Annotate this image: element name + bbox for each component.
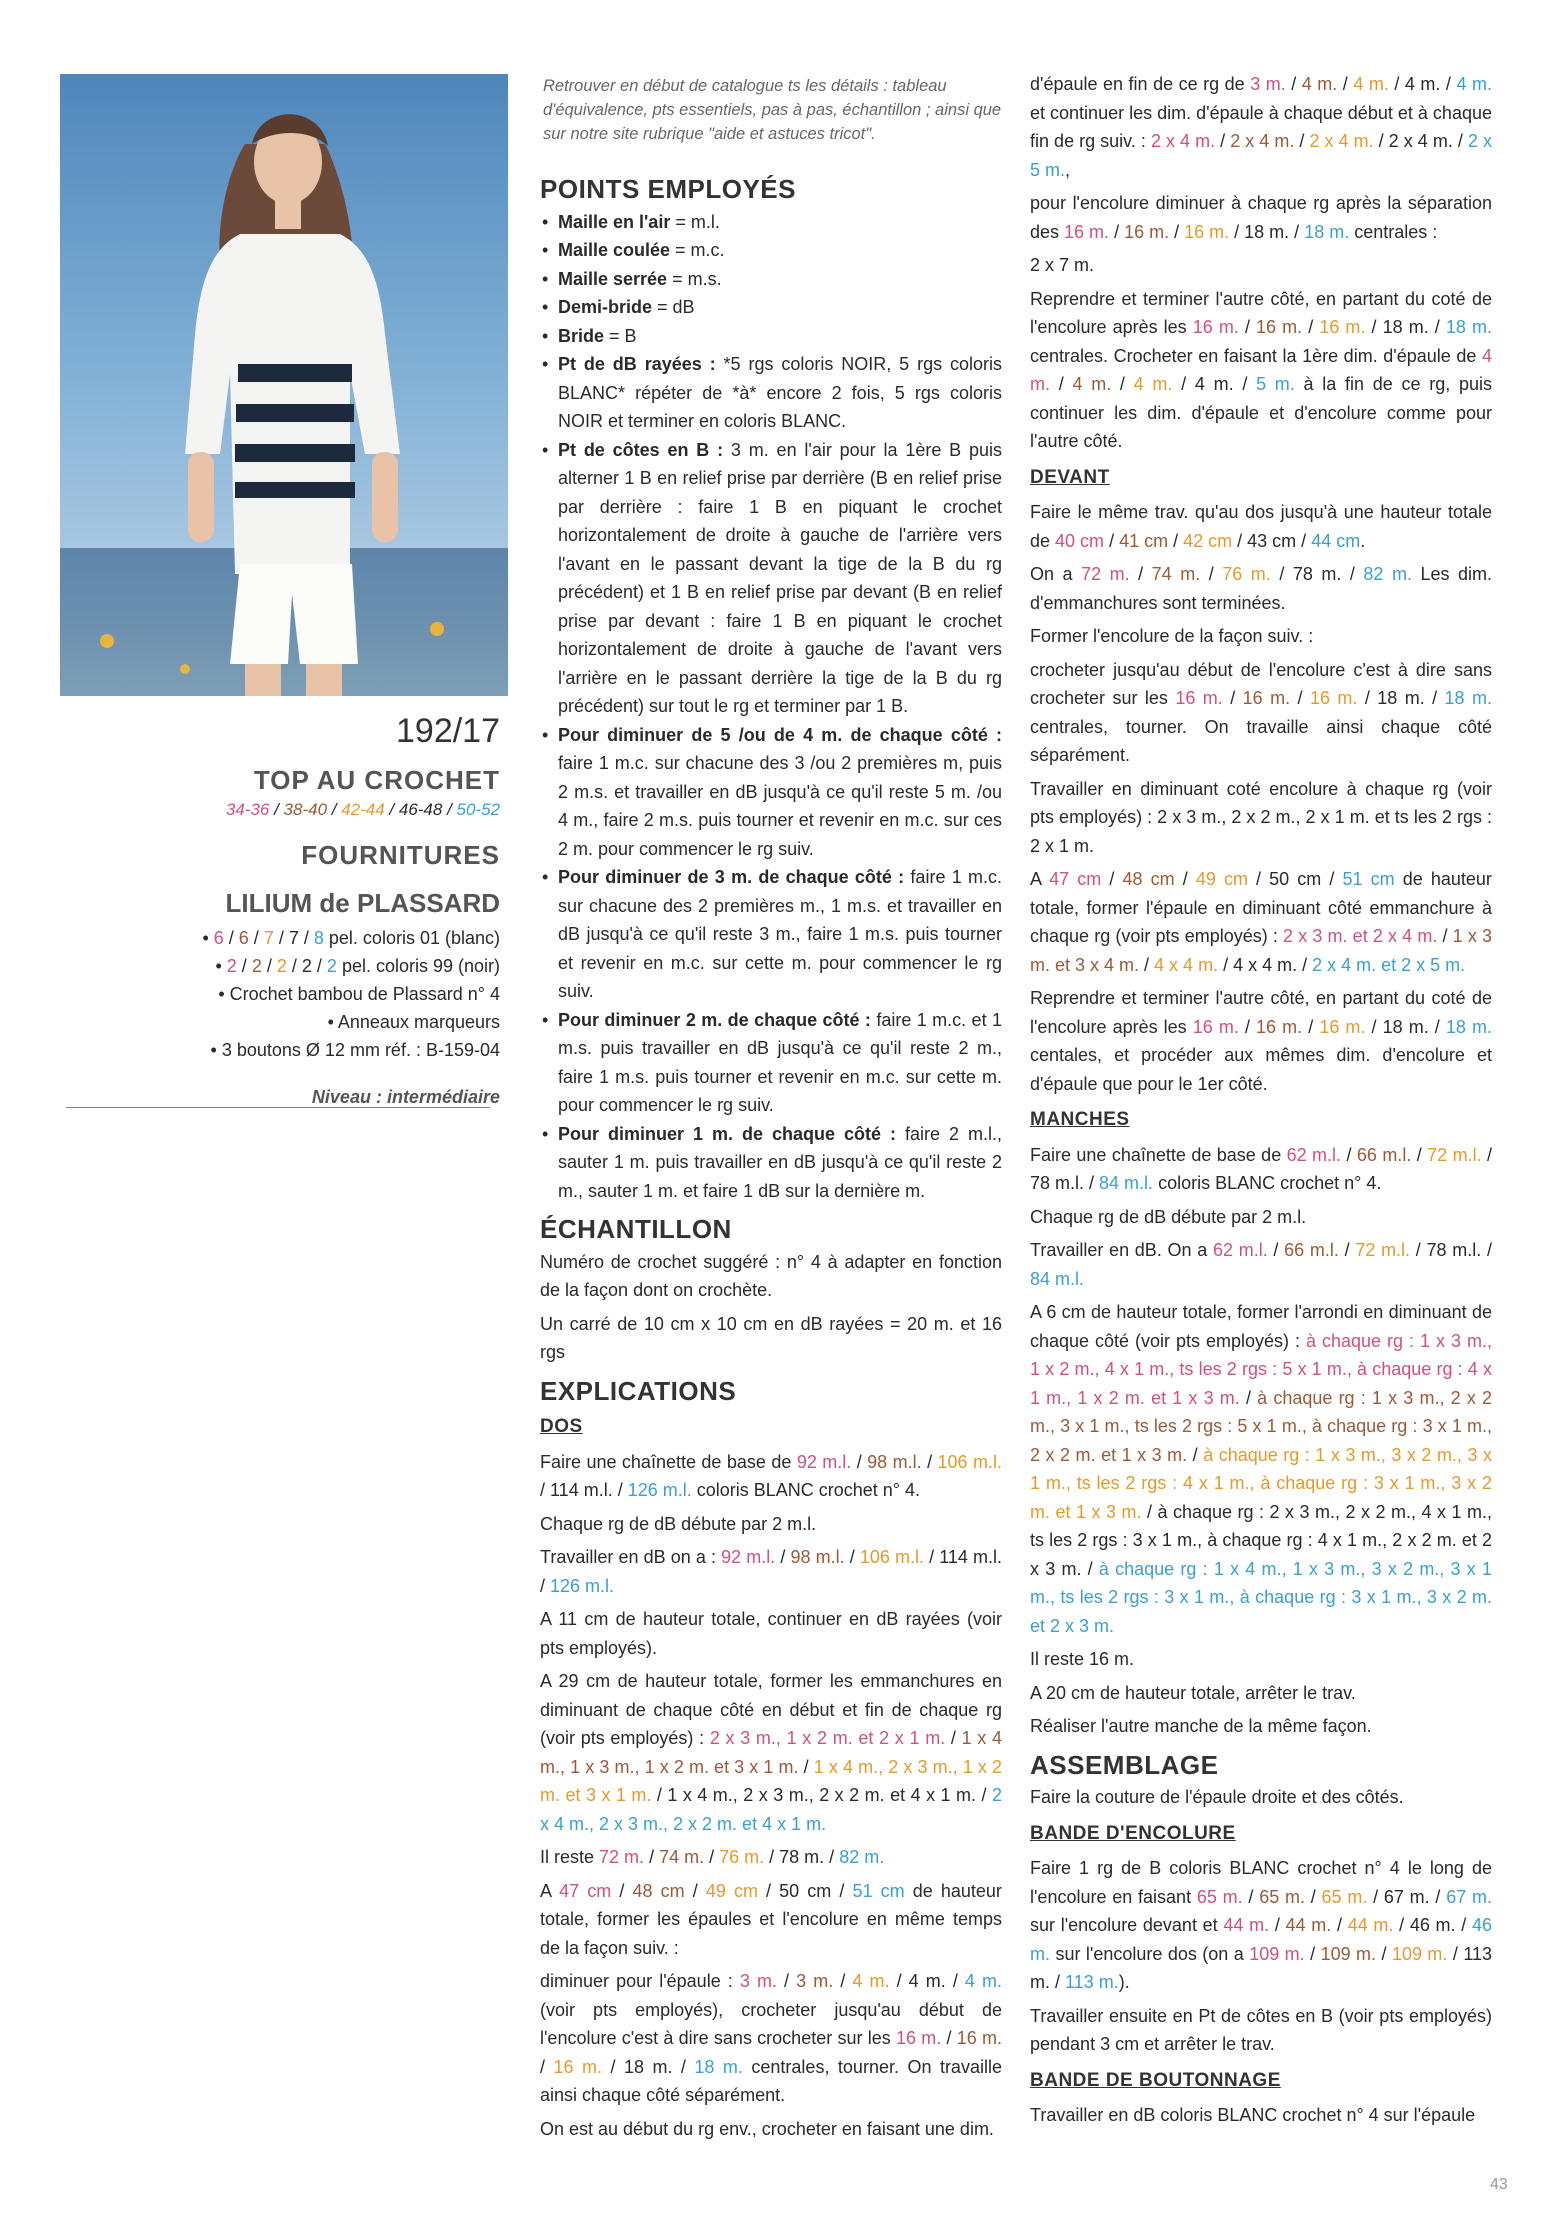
column-right xyxy=(1030,70,1492,2135)
instruction-paragraph: Il reste 72 m. / 74 m. / 76 m. / 78 m. / 82 m. xyxy=(540,1847,885,1867)
column-middle xyxy=(540,175,1002,2148)
instruction-paragraph: A 11 cm de hauteur totale, continuer en dB rayées (voir pts employés). xyxy=(540,1609,1002,1658)
instruction-paragraph: Travailler en dB coloris BLANC crochet n° 4 sur l'épaule xyxy=(1030,2105,1476,2125)
point-item: • Maille serrée = m.s. xyxy=(558,265,1002,294)
point-item: • Pour diminuer 2 m. de chaque côté : faire 1 m.c. et 1 m.s. puis travailler en dB jusqu'à ce qu'il reste 2 m., faire 1 m.s. puis tourner et revenir en m.c. sur cette m. pour commencer le rg suiv. xyxy=(558,1006,1002,1120)
instruction-paragraph: pour l'encolure diminuer à chaque rg après la séparation des 16 m. / 16 m. / 16 m. / 18 m. / 18 m. centrales : xyxy=(1030,193,1492,242)
pattern-reference: 192/17 xyxy=(396,712,500,750)
point-item: • Pt de côtes en B : 3 m. en l'air pour la 1ère B puis alterner 1 B en relief prise par derrière (B en relief prise par derrière : faire 1 B en piquant le crochet horizontalement de droite à gauche de l'arrière vers l'avant en le passant devant la tige de la B du rg précédent) et 1 B en relief prise par devant (B en relief prise par devant : faire 1 B en piquant le crochet horizontalement de droite à gauche de l'avant vers l'arrière en le passant derrière la tige de la B du rg précédent) sur tout le rg et terminer par 1 B. xyxy=(558,436,1002,721)
points-heading: POINTS EMPLOYÉS xyxy=(540,174,796,204)
instruction-paragraph: A 47 cm / 48 cm / 49 cm / 50 cm / 51 cm de hauteur totale, former l'épaule en diminuant côté emmanchure à chaque rg (voir pts employés) : 2 x 3 m. et 2 x 4 m. / 1 x 3 m. et 3 x 4 m. / 4 x 4 m. / 4 x 4 m. / 2 x 4 m. et 2 x 5 m. xyxy=(1030,869,1492,975)
point-item: • Maille en l'air = m.l. xyxy=(558,208,1002,237)
bande-encolure-heading: BANDE D'ENCOLURE xyxy=(1030,1822,1236,1844)
point-item: • Pour diminuer 1 m. de chaque côté : faire 2 m.l., sauter 1 m. puis travailler en dB jusqu'à ce qu'il reste 2 m., sauter 1 m. et faire 1 dB sur la dernière m. xyxy=(558,1120,1002,1206)
manches-heading: MANCHES xyxy=(1030,1109,1130,1130)
instruction-paragraph: Chaque rg de dB débute par 2 m.l. xyxy=(1030,1206,1307,1227)
difficulty-level: Niveau : intermédiaire xyxy=(311,1087,500,1107)
assemblage-heading: ASSEMBLAGE xyxy=(1030,1749,1219,1780)
instruction-paragraph: Chaque rg de dB débute par 2 m.l. xyxy=(540,1513,817,1534)
material-item: • 6 / 6 / 7 / 7 / 8 pel. coloris 01 (blanc) xyxy=(202,928,500,948)
material-item: • Anneaux marqueurs xyxy=(327,1012,500,1032)
instruction-paragraph: Faire 1 rg de B coloris BLANC crochet n° 4 le long de l'encolure en faisant 65 m. / 65 m. / 65 m. / 67 m. / 67 m. sur l'encolure devant et 44 m. / 44 m. / 44 m. / 46 m. / 46 m. sur l'encolure dos (on a 109 m. / 109 m. / 109 m. / 113 m. / 113 m.). xyxy=(1030,1858,1493,1992)
echantillon-text: Un carré de 10 cm x 10 cm en dB rayées = 20 m. et 16 rgs xyxy=(540,1313,1002,1362)
point-item: • Pt de dB rayées : *5 rgs coloris NOIR, 5 rgs coloris BLANC* répéter de *à* encore 2 fois, 5 rgs coloris NOIR et terminer en coloris BLANC. xyxy=(558,350,1002,436)
explications-heading: EXPLICATIONS xyxy=(540,1375,737,1406)
instruction-paragraph: On est au début du rg env., crocheter en faisant une dim. xyxy=(540,2118,994,2139)
fournitures-heading: FOURNITURES xyxy=(301,840,500,870)
instruction-paragraph: 2 x 7 m. xyxy=(1030,255,1095,275)
instruction-paragraph: A 6 cm de hauteur totale, former l'arrondi en diminuant de chaque côté (voir pts employés) : à chaque rg : 1 x 3 m., 1 x 2 m., 4 x 1 m., ts les 2 rgs : 5 x 1 m., à chaque rg : 4 x 1 m., 1 x 2 m. et 1 x 3 m. / à chaque rg : 1 x 3 m., 2 x 2 m., 3 x 1 m., ts les 2 rgs : 5 x 1 m., à chaque rg : 3 x 1 m., 2 x 2 m. et 1 x 3 m. / à chaque rg : 1 x 3 m., 3 x 2 m., 3 x 1 m., ts les 2 rgs : 4 x 1 m., à chaque rg : 3 x 1 m., 3 x 2 m. et 1 x 3 m. / à chaque rg : 2 x 3 m., 2 x 2 m., 4 x 1 m., ts les 2 rgs : 3 x 1 m., à chaque rg : 4 x 1 m., 2 x 2 m. et 2 x 3 m. / à chaque rg : 1 x 4 m., 1 x 3 m., 3 x 2 m., 3 x 1 m., ts les 2 rgs : 3 x 1 m., à chaque rg : 3 x 1 m., 3 x 2 m. et 2 x 3 m. xyxy=(1030,1302,1493,1636)
level-divider xyxy=(66,1107,490,1108)
point-item: • Pour diminuer de 3 m. de chaque côté : faire 1 m.c. sur chacune des 2 premières m., 1 m.s. et travailler en dB jusqu'à ce qu'il reste 3 m., faire 1 m.s. puis tourner et revenir en m.c. sur cette m. pour commencer le rg suiv. xyxy=(558,863,1002,1006)
point-item: • Maille coulée = m.c. xyxy=(558,236,1002,265)
instruction-paragraph: Travailler en dB. On a 62 m.l. / 66 m.l. / 72 m.l. / 78 m.l. / 84 m.l. xyxy=(1030,1240,1492,1289)
yarn-name: LILIUM de PLASSARD xyxy=(225,888,500,918)
size-4: 46-48 xyxy=(398,800,443,819)
devant-heading: DEVANT xyxy=(1030,466,1110,488)
pattern-title: TOP AU CROCHET xyxy=(253,765,500,795)
instruction-paragraph: crocheter jusqu'au début de l'encolure c'est à dire sans crocheter sur les 16 m. / 16 m. / 16 m. / 18 m. / 18 m. centrales, tourner. On travaille ainsi chaque côté séparément. xyxy=(1030,659,1492,765)
material-item: • Crochet bambou de Plassard n° 4 xyxy=(218,984,500,1004)
size-list: 34-36 / 38-40 / 42-44 / 46-48 / 50-52 xyxy=(225,800,500,819)
instruction-paragraph: A 20 cm de hauteur totale, arrêter le trav. xyxy=(1030,1682,1356,1703)
instruction-paragraph: Faire une chaînette de base de 92 m.l. / 98 m.l. / 106 m.l. / 114 m.l. / 126 m.l. coloris BLANC crochet n° 4. xyxy=(540,1451,1002,1500)
echantillon-text: Numéro de crochet suggéré : n° 4 à adapter en fonction de la façon dont on crochète. xyxy=(540,1251,1002,1300)
dos-heading: DOS xyxy=(540,1416,583,1437)
point-item: • Demi-bride = dB xyxy=(558,293,1002,322)
instruction-paragraph: Réaliser l'autre manche de la même façon. xyxy=(1030,1716,1372,1736)
instruction-paragraph: On a 72 m. / 74 m. / 76 m. / 78 m. / 82 m. Les dim. d'emmanchures sont terminées. xyxy=(1030,564,1493,613)
instruction-paragraph: Reprendre et terminer l'autre côté, en partant du coté de l'encolure après les 16 m. / 16 m. / 16 m. / 18 m. / 18 m. centrales. Crocheter en faisant la 1ère dim. d'épaule de 4 m. / 4 m. / 4 m. / 4 m. / 5 m. à la fin de ce rg, puis continuer les dim. d'épaule et d'encolure comme pour l'autre côté. xyxy=(1030,288,1492,451)
instruction-paragraph: Former l'encolure de la façon suiv. : xyxy=(1030,626,1314,646)
echantillon-heading: ÉCHANTILLON xyxy=(540,1214,732,1244)
size-1: 34-36 xyxy=(225,800,270,819)
size-3: 42-44 xyxy=(341,800,385,819)
intro-note: Retrouver en début de catalogue ts les détails : tableau d'équivalence, pts essentiels, pas à pas, échantillon ; ainsi que sur notre site rubrique "aide et astuces tricot". xyxy=(543,77,1002,143)
bande-boutonnage-heading: BANDE DE BOUTONNAGE xyxy=(1030,2069,1281,2091)
instruction-paragraph: d'épaule en fin de ce rg de 3 m. / 4 m. / 4 m. / 4 m. / 4 m. et continuer les dim. d'épaule à chaque début et à chaque fin de rg suiv. : 2 x 4 m. / 2 x 4 m. / 2 x 4 m. / 2 x 4 m. / 2 x 5 m., xyxy=(1030,74,1492,180)
instruction-paragraph: Faire la couture de l'épaule droite et des côtés. xyxy=(1030,1787,1404,1807)
instruction-paragraph: Travailler ensuite en Pt de côtes en B (voir pts employés) pendant 3 cm et arrêter le trav. xyxy=(1030,2005,1492,2054)
size-2: 38-40 xyxy=(283,800,328,819)
instruction-paragraph: Faire le même trav. qu'au dos jusqu'à une hauteur totale de 40 cm / 41 cm / 42 cm / 43 cm / 44 cm. xyxy=(1030,502,1492,551)
points-list xyxy=(540,208,1002,1206)
instruction-paragraph: A 47 cm / 48 cm / 49 cm / 50 cm / 51 cm de hauteur totale, former les épaules et l'encolure en même temps de la façon suiv. : xyxy=(540,1880,1002,1958)
material-item: • 2 / 2 / 2 / 2 / 2 pel. coloris 99 (noir) xyxy=(215,956,500,976)
instruction-paragraph: Faire une chaînette de base de 62 m.l. / 66 m.l. / 72 m.l. / 78 m.l. / 84 m.l. coloris BLANC crochet n° 4. xyxy=(1030,1144,1493,1193)
instruction-paragraph: Reprendre et terminer l'autre côté, en partant du coté de l'encolure après les 16 m. / 16 m. / 16 m. / 18 m. / 18 m. centales, et procéder aux mêmes dim. d'encolure et d'épaule que pour le 1er côté. xyxy=(1030,988,1492,1094)
instruction-paragraph: Travailler en dB on a : 92 m.l. / 98 m.l. / 106 m.l. / 114 m.l. / 126 m.l. xyxy=(540,1547,1002,1596)
instruction-paragraph: A 29 cm de hauteur totale, former les emmanchures en diminuant de chaque côté en début et fin de chaque rg (voir pts employés) : 2 x 3 m., 1 x 2 m. et 2 x 1 m. / 1 x 4 m., 1 x 3 m., 1 x 2 m. et 3 x 1 m. / 1 x 4 m., 2 x 3 m., 1 x 2 m. et 3 x 1 m. / 1 x 4 m., 2 x 3 m., 2 x 2 m. et 4 x 1 m. / 2 x 4 m., 2 x 3 m., 2 x 2 m. et 4 x 1 m. xyxy=(540,1671,1002,1834)
instruction-paragraph: Il reste 16 m. xyxy=(1030,1649,1135,1669)
point-item: • Bride = B xyxy=(558,322,1002,351)
point-item: • Pour diminuer de 5 /ou de 4 m. de chaque côté : faire 1 m.c. sur chacune des 3 /ou 2 premières m, puis 2 m.s. et travailler en dB jusqu'à ce qu'il reste 5 m. /ou 4 m., faire 2 m.s. puis tourner et revenir en m.c. sur ces 2 m. pour commencer le rg suiv. xyxy=(558,721,1002,864)
size-5: 50-52 xyxy=(456,800,500,819)
instruction-paragraph: diminuer pour l'épaule : 3 m. / 3 m. / 4 m. / 4 m. / 4 m. (voir pts employés), crocheter jusqu'au début de l'encolure c'est à dire sans crocheter sur les 16 m. / 16 m. / 16 m. / 18 m. / 18 m. centrales, tourner. On travaille ainsi chaque côté séparément. xyxy=(540,1971,1002,2105)
instruction-paragraph: Travailler en diminuant coté encolure à chaque rg (voir pts employés) : 2 x 3 m., 2 x 2 m., 2 x 1 m. et ts les 2 rgs : 2 x 1 m. xyxy=(1030,778,1492,856)
page-number: 43 xyxy=(1490,2176,1508,2193)
material-item: • 3 boutons Ø 12 mm réf. : B-159-04 xyxy=(210,1040,500,1060)
